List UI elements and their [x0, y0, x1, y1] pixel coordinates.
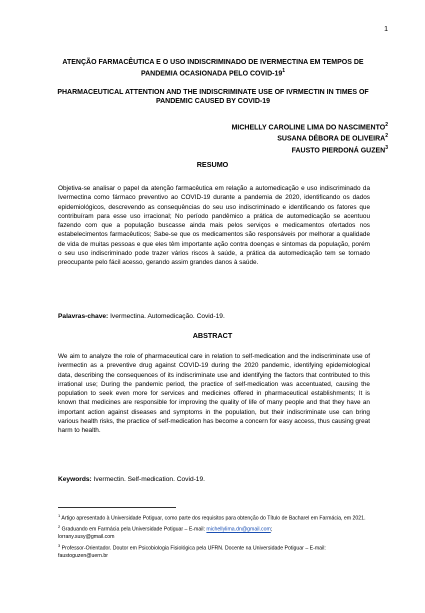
author-note-mark: 2: [385, 133, 388, 140]
footnote-mark: 2: [58, 524, 61, 530]
footnote-2: [58, 523, 370, 542]
keywords-label: Palavras-chave:: [58, 313, 109, 320]
footnote-text-tail: ;: [270, 526, 273, 533]
author-name: MICHELLY CAROLINE LIMA DO NASCIMENTO: [231, 124, 386, 132]
footnote-3: [58, 542, 370, 561]
footnotes: [58, 512, 370, 560]
footnote-email-2: lorrany.susy@gmail.com: [58, 534, 115, 541]
author-note-mark: 3: [385, 144, 388, 151]
keywords-values: Ivermectina. Automedicação. Covid-19.: [110, 313, 225, 320]
footnote-mark: 3: [58, 542, 61, 548]
footnote-1: [58, 512, 370, 523]
title-portuguese: [54, 58, 372, 78]
footnote-divider: [58, 507, 176, 508]
email-link[interactable]: michellylima.dn@gmail.com: [206, 526, 271, 533]
footnote-text: Artigo apresentado à Universidade Potiguar, como parte dos requisitos para obtenção do Título de Bacharel em Farmácia, em 2021.: [60, 515, 366, 522]
resumo-heading: RESUMO: [196, 160, 229, 169]
keywords-english: [58, 476, 205, 483]
author-3: [232, 144, 388, 155]
author-name: SUSANA DÉBORA DE OLIVEIRA: [277, 135, 386, 143]
keywords-portuguese: [58, 313, 225, 320]
author-name: FAUSTO PIERDONÁ GUZEN: [291, 146, 386, 154]
author-2: [232, 132, 388, 143]
title-portuguese-text: ATENÇÃO FARMACÊUTICA E O USO INDISCRIMINADO DE IVERMECTINA EM TEMPOS DE PANDEMIA OCASIONADA PELO COVID-19: [62, 59, 364, 78]
title-english: PHARMACEUTICAL ATTENTION AND THE INDISCRIMINATE USE OF IVRMECTIN IN TIMES OF PANDEMIC CAUSED BY COVID-19: [57, 89, 369, 105]
keywords-label: Keywords:: [58, 476, 92, 483]
page-number: 1: [384, 26, 388, 33]
resumo-paragraph: Objetiva-se analisar o papel da atenção farmacêutica em relação a automedicação e uso indiscriminado da Ivermectina como fármaco preventivo ao COVID-19 durante a pandemia de 2020, identificando os dados epidemiológicos, descrevendo as consequências do seu uso indiscriminado e identificando os fatores que contribuíram para esse uso irracional; No período pandêmico a prática de automedicação se acentuou fazendo com que a população buscasse ainda mais pelos serviços e medicamentos ofertados nos estabelecimentos farmacêuticos; Sabe-se que os medicamentos são responsáveis por melhorar a qualidade de vida de muitas pessoas e que eles têm importante ação contra doenças e sintomas da população, porém o seu uso indiscriminado pode trazer vários riscos à saúde, a prática da automedicação tem se tornado preocupante pelo fácil acesso, gerando assim grandes danos à saúde.: [58, 185, 370, 267]
abstract-heading: ABSTRACT: [192, 331, 233, 340]
footnote-text: Professor-Orientador. Doutor em Psicobiologia Fisiológica pela UFRN. Docente na Universidade Potiguar – E-mail: faustoguzen@uern.br: [58, 545, 326, 559]
abstract-paragraph: We aim to analyze the role of pharmaceutical care in relation to self-medication and the indiscriminate use of ivermectin as a preventive drug against COVID-19 during the 2020 pandemic, identifying epidemiological data, describing the consequences of its indiscriminate use and identifying the factors that contributed to this irrational use; During the pandemic period, the practice of self-medication was accentuated, causing the population to seek even more for services and medicines offered in pharmaceutical establishments; It is known that medicines are responsible for improving the quality of life of many people and that they have an important action against diseases and symptoms in the population, but their indiscriminate use can bring various health risks, the practice of self-medication has become a concern for easy access, thus causing great harm to health.: [58, 353, 370, 435]
title-footnote-mark: 1: [282, 68, 286, 74]
footnote-mark: 1: [58, 513, 61, 518]
author-list: [232, 121, 388, 155]
author-1: [232, 121, 388, 132]
author-note-mark: 2: [385, 122, 388, 128]
footnote-text: Graduando em Farmácia pela Universidade Potiguar – E-mail:: [60, 526, 207, 533]
keywords-values: Ivermectin. Self-medication. Covid-19.: [93, 476, 205, 483]
